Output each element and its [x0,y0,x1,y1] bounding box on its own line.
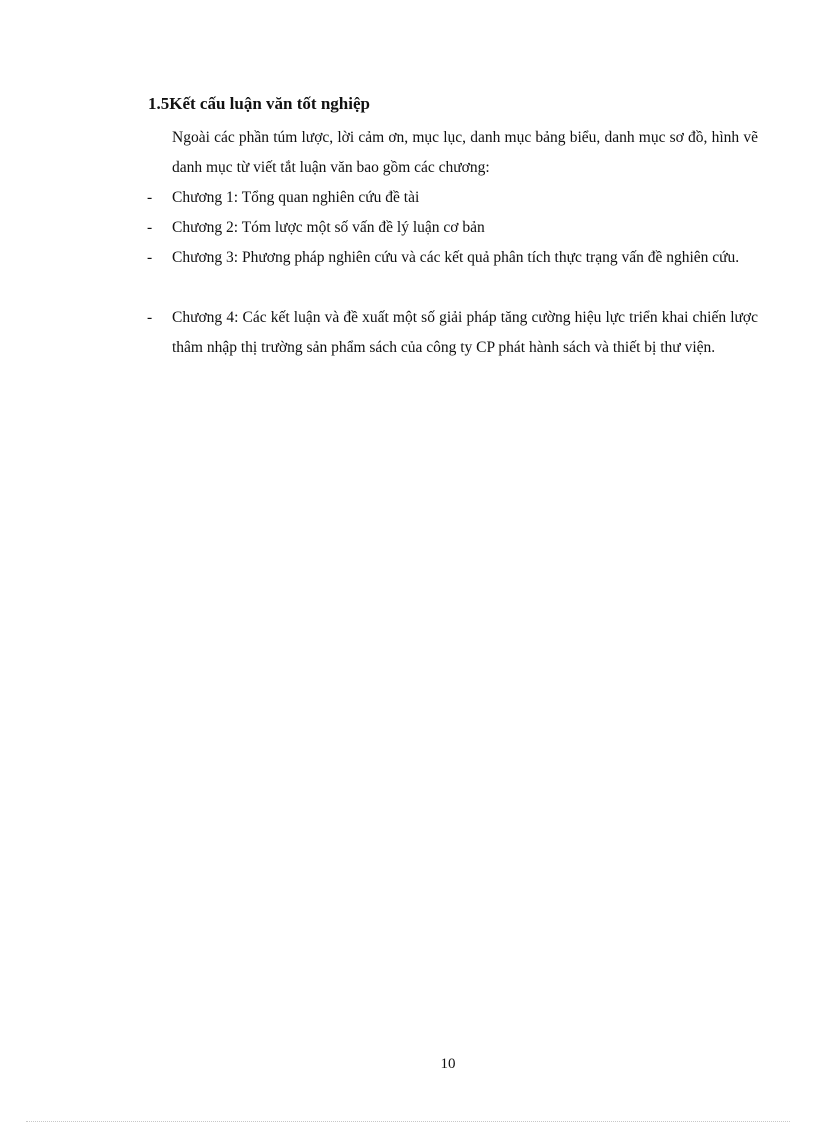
page-bottom-divider [26,1121,790,1122]
list-bullet: - [147,219,153,236]
list-bullet: - [147,249,153,266]
list-bullet: - [147,309,153,326]
list-item-text: Chương 1: Tổng quan nghiên cứu đề tài [172,189,420,206]
section-heading: 1.5Kết cấu luận văn tốt nghiệp [148,94,370,113]
list-bullet: - [147,189,153,206]
list-item-text: Chương 2: Tóm lược một số vấn đề lý luận cơ bản [172,219,485,236]
list-item-text: Chương 4: Các kết luận và đề xuất một số giải pháp tăng cường hiệu lực triển khai chiến lược thâm nhập thị trường sản phẩm sách của công ty CP phát hành sách và thiết bị thư viện. [172,309,758,356]
page-number: 10 [440,1056,456,1072]
list-item-text: Chương 3: Phương pháp nghiên cứu và các kết quả phân tích thực trạng vấn đề nghiên cứu. [172,249,740,266]
intro-paragraph: Ngoài các phần túm lược, lời cảm ơn, mục lục, danh mục bảng biểu, danh mục sơ đồ, hình vẽ danh mục từ viết tắt luận văn bao gồm các chương: [172,129,758,176]
